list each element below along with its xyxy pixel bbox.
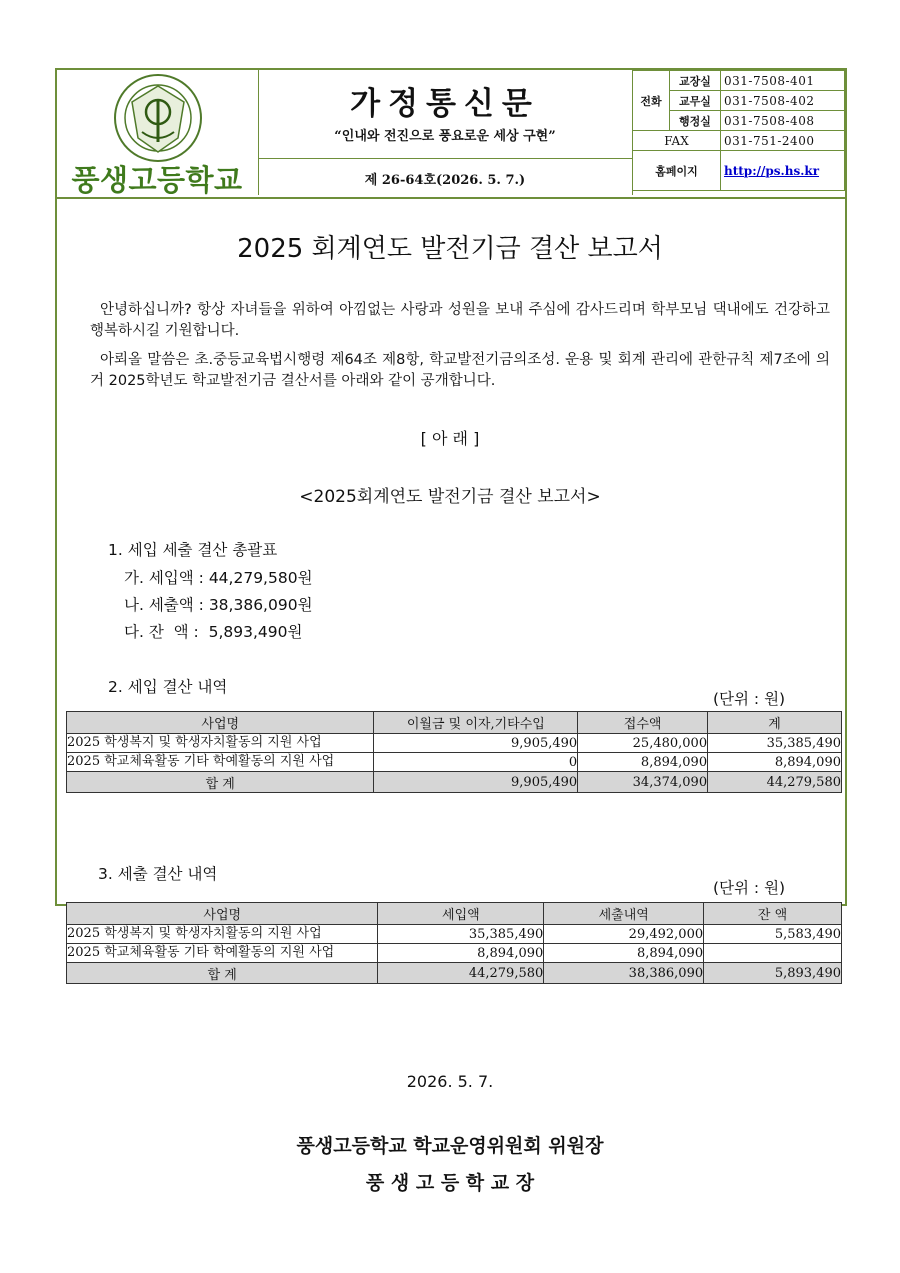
sum-amount: 35,385,490	[708, 734, 842, 753]
received-amount: 8,894,090	[578, 753, 708, 772]
summary-heading: 1. 세입 세출 결산 총괄표	[108, 541, 278, 559]
total-revenue: 44,279,580	[378, 963, 544, 984]
project-name: 2025 학생복지 및 학생자치활동의 지원 사업	[67, 734, 374, 753]
project-name: 2025 학생복지 및 학생자치활동의 지원 사업	[67, 925, 378, 944]
contact-number: 031-7508-408	[721, 111, 845, 131]
fax-label: FAX	[633, 131, 721, 151]
school-emblem-icon	[112, 72, 204, 164]
report-date: 2026. 5. 7.	[406, 1072, 494, 1091]
column-header: 사업명	[67, 903, 378, 925]
column-header: 잔 액	[704, 903, 842, 925]
project-name: 2025 학교체육활동 기타 학예활동의 지원 사업	[67, 753, 374, 772]
report-subtitle: <2025회계연도 발전기금 결산 보고서>	[299, 487, 601, 507]
contact-number: 031-7508-402	[721, 91, 845, 111]
expense-table	[66, 902, 842, 984]
column-header: 접수액	[578, 712, 708, 734]
issue-number: 제 26-64호(2026. 5. 7.)	[364, 173, 526, 188]
title-top	[258, 70, 632, 159]
total-row	[67, 963, 842, 984]
total-sum: 44,279,580	[708, 772, 842, 793]
contact-table	[632, 70, 845, 191]
total-balance: 5,893,490	[704, 963, 842, 984]
homepage-link-cell	[721, 151, 845, 191]
total-label: 합 계	[67, 963, 378, 984]
table-row	[67, 944, 842, 963]
carryover-amount: 9,905,490	[374, 734, 578, 753]
total-carryover: 9,905,490	[374, 772, 578, 793]
revenue-amount: 8,894,090	[378, 944, 544, 963]
column-header: 이월금 및 이자,기타수입	[374, 712, 578, 734]
fax-number: 031-751-2400	[721, 131, 845, 151]
total-expense: 38,386,090	[544, 963, 704, 984]
balance-amount	[704, 944, 842, 963]
total-row	[67, 772, 842, 793]
revenue-heading: 2. 세입 결산 내역	[108, 678, 228, 696]
revenue-table	[66, 711, 842, 793]
contact-label: 교장실	[670, 71, 721, 91]
sum-amount: 8,894,090	[708, 753, 842, 772]
table-row	[67, 925, 842, 944]
expense-amount: 29,492,000	[544, 925, 704, 944]
column-header: 세입액	[378, 903, 544, 925]
principal-signer: 풍 생 고 등 학 교 장	[365, 1172, 535, 1194]
revenue-amount: 35,385,490	[378, 925, 544, 944]
contact-label: 행정실	[670, 111, 721, 131]
column-header: 세출내역	[544, 903, 704, 925]
title-box	[258, 70, 633, 195]
expense-heading: 3. 세출 결산 내역	[98, 865, 218, 883]
contact-number: 031-7508-401	[721, 71, 845, 91]
newsletter-title: 가정통신문	[350, 86, 540, 122]
total-received: 34,374,090	[578, 772, 708, 793]
newsletter-header	[57, 70, 845, 199]
notice-paragraph: 아뢰올 말씀은 초.중등교육법시행령 제64조 제8항, 학교발전기금의조성. 운용 및 회계 관리에 관한규칙 제7조에 의거 2025학년도 학교발전기금 결산서를 아래와 같이 공개합니다.	[90, 352, 830, 389]
school-name: 풍생고등학교	[71, 163, 243, 197]
table-row	[67, 734, 842, 753]
revenue-unit: (단위 : 원)	[713, 690, 786, 708]
summary-item: 다. 잔 액 : 5,893,490원	[124, 623, 303, 641]
notice-heading: [ 아 래 ]	[420, 429, 480, 448]
summary-item: 가. 세입액 : 44,279,580원	[124, 569, 313, 587]
homepage-label: 홈페이지	[633, 151, 721, 191]
expense-unit: (단위 : 원)	[713, 879, 786, 897]
carryover-amount: 0	[374, 753, 578, 772]
document-title: 2025 회계연도 발전기금 결산 보고서	[237, 234, 663, 264]
project-name: 2025 학교체육활동 기타 학예활동의 지원 사업	[67, 944, 378, 963]
phone-label: 전화	[633, 71, 670, 131]
greeting-paragraph: 안녕하십니까? 항상 자녀들을 위하여 아낌없는 사랑과 성원을 보내 주심에 감사드리며 학부모님 댁내에도 건강하고 행복하시길 기원합니다.	[90, 302, 830, 339]
homepage-link[interactable]: http://ps.hs.kr	[724, 163, 820, 178]
table-row	[67, 753, 842, 772]
expense-amount: 8,894,090	[544, 944, 704, 963]
school-logo-box	[57, 70, 259, 195]
contact-label: 교무실	[670, 91, 721, 111]
committee-signer: 풍생고등학교 학교운영위원회 위원장	[296, 1135, 604, 1157]
column-header: 사업명	[67, 712, 374, 734]
school-motto: “인내와 전진으로 풍요로운 세상 구현”	[334, 129, 556, 144]
summary-item: 나. 세출액 : 38,386,090원	[124, 596, 313, 614]
balance-amount: 5,583,490	[704, 925, 842, 944]
total-label: 합 계	[67, 772, 374, 793]
column-header: 계	[708, 712, 842, 734]
received-amount: 25,480,000	[578, 734, 708, 753]
